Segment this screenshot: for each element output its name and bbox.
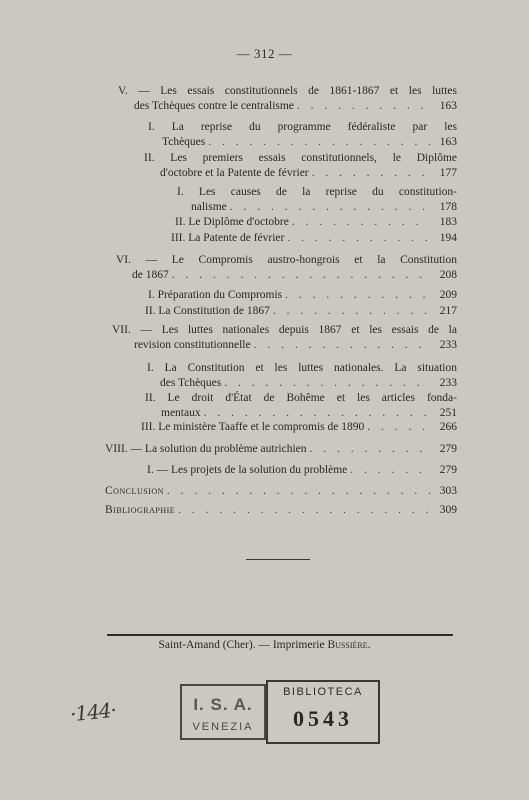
dot-leader — [285, 288, 430, 303]
isa-stamp — [180, 684, 266, 740]
toc-entry — [145, 391, 457, 421]
dot-leader — [208, 135, 430, 150]
dot-leader — [273, 304, 430, 319]
toc-entry — [144, 151, 457, 181]
toc-entry-text: VI. — Le Compromis austro-hongrois et la Constitution — [116, 254, 457, 266]
toc-page-number: 163 — [439, 136, 457, 148]
dot-leader — [367, 420, 430, 435]
toc-entry-text: d'octobre et la Patente de février — [160, 167, 309, 179]
dot-leader — [350, 463, 430, 478]
biblioteca-stamp-number: 0543 — [293, 706, 353, 731]
toc-entry-text: de 1867 — [132, 269, 169, 281]
toc-page-number: 208 — [439, 269, 457, 281]
toc-entry — [118, 84, 457, 114]
toc-entry-text: II. Le droit d'État de Bohême et les articles fonda- — [145, 392, 457, 404]
toc-page-number: 209 — [439, 289, 457, 301]
toc-entry — [141, 420, 457, 435]
toc-entry — [105, 442, 457, 457]
toc-entry-text: mentaux — [161, 407, 201, 419]
toc-entry-text: II. Les premiers essais constitutionnels, le Diplôme — [144, 152, 457, 164]
toc-entry-text: revision constitutionnelle — [134, 339, 251, 351]
toc-page-number: 309 — [439, 504, 457, 516]
toc-page-number: 163 — [439, 100, 457, 112]
toc-page-number: 279 — [439, 443, 457, 455]
dot-leader — [254, 338, 430, 353]
toc-page-number: 233 — [439, 377, 457, 389]
toc-entry-text: VIII. — La solution du problème autrichien — [105, 443, 307, 455]
toc-entry — [116, 253, 457, 283]
toc-page-number: 177 — [439, 167, 457, 179]
toc-entry — [177, 185, 457, 215]
biblioteca-stamp-title: BIBLIOTECA — [283, 686, 363, 698]
dot-leader — [224, 376, 430, 391]
dot-leader — [167, 484, 430, 499]
toc-entry-text: V. — Les essais constitutionnels de 1861-1867 et les luttes — [118, 85, 457, 97]
dot-leader — [292, 215, 430, 230]
toc-entry — [145, 304, 457, 319]
toc-entry-text: Bibliographie — [105, 504, 176, 516]
page-number: — 312 — — [236, 46, 293, 61]
toc-entry — [105, 503, 457, 518]
toc-page-number: 217 — [439, 305, 457, 317]
toc-entry-text: VII. — Les luttes nationales depuis 1867 et les essais de la — [112, 324, 457, 336]
dot-leader — [297, 99, 430, 114]
toc-entry-text: I. La reprise du programme fédéraliste par les — [148, 121, 457, 133]
toc-page-number: 194 — [439, 232, 457, 244]
isa-stamp-city: VENEZIA — [192, 721, 254, 733]
toc-page-number: 178 — [439, 201, 457, 213]
toc-entry — [148, 288, 457, 303]
printer-imprint — [0, 639, 529, 651]
toc-entry-text: II. Le Diplôme d'octobre — [175, 216, 289, 228]
toc-entry-text: I. Préparation du Compromis — [148, 289, 283, 301]
toc-entry-text: des Tchèques — [160, 377, 222, 389]
toc-entry-text: III. Le ministère Taaffe et le compromis de 1890 — [141, 421, 365, 433]
toc-entry-text: III. La Patente de février — [171, 232, 285, 244]
biblioteca-stamp — [266, 680, 380, 744]
toc-entry-text: II. La Constitution de 1867 — [145, 305, 270, 317]
handwritten-shelfmark: ·144· — [68, 697, 118, 727]
dot-leader — [287, 231, 430, 246]
toc-entry-text: I. La Constitution et les luttes nationales. La situation — [147, 362, 457, 374]
toc-entry-text: des Tchèques contre le centralisme — [134, 100, 294, 112]
toc-page-number: 303 — [439, 485, 457, 497]
dot-leader — [204, 406, 430, 421]
printer-name: Bussière. — [327, 639, 371, 651]
dot-leader — [310, 442, 430, 457]
toc-page-number: 251 — [439, 407, 457, 419]
toc-entry — [148, 120, 457, 150]
toc-entry — [175, 215, 457, 230]
toc-entry-text: Conclusion — [105, 485, 164, 497]
toc-entry — [171, 231, 457, 246]
dot-leader — [178, 503, 430, 518]
isa-stamp-title: I. S. A. — [193, 695, 253, 714]
toc-entry — [112, 323, 457, 353]
toc-page-number: 233 — [439, 339, 457, 351]
toc-entry — [147, 361, 457, 391]
printer-place: Saint-Amand (Cher). — Imprimerie — [158, 639, 328, 651]
toc-page-number: 266 — [439, 421, 457, 433]
dot-leader — [312, 166, 430, 181]
footer-divider — [107, 634, 453, 636]
dot-leader — [230, 200, 430, 215]
toc-entry-text: nalisme — [191, 201, 227, 213]
short-divider — [246, 559, 310, 560]
toc-page-number: 279 — [439, 464, 457, 476]
toc-entry-text: I. — Les projets de la solution du problème — [147, 464, 348, 476]
toc-page-number: 183 — [439, 216, 457, 228]
toc-entry — [147, 463, 457, 478]
toc-entry-text: I. Les causes de la reprise du constitution- — [177, 186, 457, 198]
toc-entry-text: Tchèques — [162, 136, 206, 148]
toc-entry — [105, 484, 457, 499]
dot-leader — [172, 268, 430, 283]
